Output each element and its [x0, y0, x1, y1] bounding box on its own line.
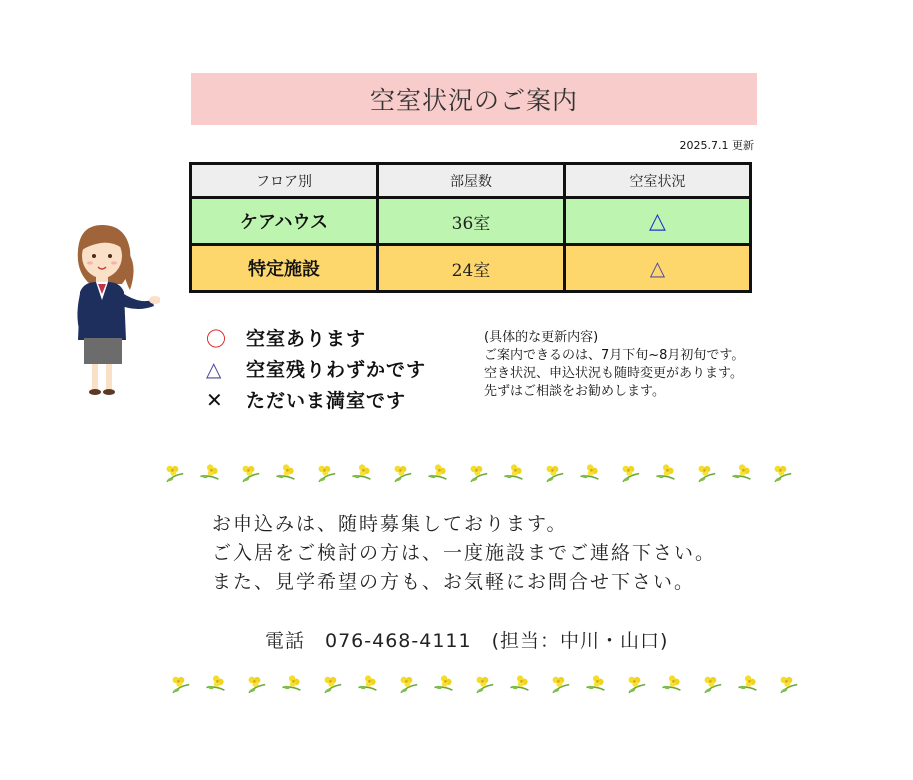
flower-icon — [736, 672, 762, 694]
flower-icon — [242, 672, 268, 694]
legend — [206, 322, 426, 415]
message-line: ご入居をご検討の方は、一度施設までご連絡下さい。 — [212, 542, 717, 564]
flower-icon — [464, 461, 490, 483]
legend-item-few — [206, 353, 426, 384]
legend-label: 空室あります — [246, 328, 367, 350]
header-rooms: 部屋数 — [378, 164, 565, 198]
application-message — [212, 510, 716, 597]
legend-item-available — [206, 322, 426, 353]
staff-illustration-icon — [60, 220, 160, 400]
table-header-row — [191, 164, 751, 198]
flower-icon — [204, 672, 230, 694]
flower-icon — [578, 461, 604, 483]
floor-name: ケアハウス — [191, 198, 378, 245]
update-date: 2025.7.1 更新 — [679, 139, 754, 152]
flower-icon — [540, 461, 566, 483]
cross-icon: ✕ — [206, 387, 223, 412]
status-mark: △ — [565, 198, 751, 245]
flower-icon — [160, 461, 186, 483]
flower-border-top — [160, 461, 820, 485]
header-status: 空室状況 — [565, 164, 751, 198]
circle-icon: 〇 — [206, 327, 226, 351]
notes-line: 先ずはご相談をお勧めします。 — [484, 384, 665, 399]
flower-icon — [274, 461, 300, 483]
notes-line: 空き状況、申込状況も随時変更があります。 — [484, 366, 743, 381]
flower-border-bottom — [166, 672, 826, 696]
flower-icon — [198, 461, 224, 483]
notes-heading: (具体的な更新内容) — [484, 330, 599, 345]
flower-icon — [432, 672, 458, 694]
room-count: 24室 — [378, 245, 565, 292]
flower-icon — [166, 672, 192, 694]
message-line: また、見学希望の方も、お気軽にお問合せ下さい。 — [212, 571, 696, 593]
flower-icon — [426, 461, 452, 483]
status-mark: △ — [565, 245, 751, 292]
floor-name: 特定施設 — [191, 245, 378, 292]
table-row-special-facility — [191, 245, 751, 292]
header-floor: フロア別 — [191, 164, 378, 198]
flower-icon — [698, 672, 724, 694]
flower-icon — [280, 672, 306, 694]
flower-icon — [660, 672, 686, 694]
flower-icon — [502, 461, 528, 483]
legend-label: ただいま満室です — [246, 390, 407, 412]
flower-icon — [584, 672, 610, 694]
flower-icon — [774, 672, 800, 694]
page-title: 空室状況のご案内 — [191, 73, 757, 125]
triangle-icon: △ — [206, 356, 222, 381]
vacancy-table — [189, 162, 752, 293]
legend-item-full — [206, 384, 426, 415]
notes-line: ご案内できるのは、7月下旬~8月初旬です。 — [484, 348, 745, 363]
flower-icon — [350, 461, 376, 483]
flower-icon — [356, 672, 382, 694]
flower-icon — [318, 672, 344, 694]
flower-icon — [508, 672, 534, 694]
flower-icon — [730, 461, 756, 483]
room-count: 36室 — [378, 198, 565, 245]
flower-icon — [616, 461, 642, 483]
flower-icon — [312, 461, 338, 483]
flower-icon — [470, 672, 496, 694]
update-notes — [484, 329, 744, 401]
message-line: お申込みは、随時募集しております。 — [212, 513, 568, 535]
flower-icon — [654, 461, 680, 483]
flower-icon — [768, 461, 794, 483]
flower-icon — [394, 672, 420, 694]
flower-icon — [236, 461, 262, 483]
flower-icon — [622, 672, 648, 694]
flower-icon — [546, 672, 572, 694]
table-row-care-house — [191, 198, 751, 245]
flower-icon — [692, 461, 718, 483]
legend-label: 空室残りわずかです — [246, 359, 427, 381]
flower-icon — [388, 461, 414, 483]
contact-phone: 電話 076-468-4111 (担当：中川・山口) — [265, 630, 669, 652]
